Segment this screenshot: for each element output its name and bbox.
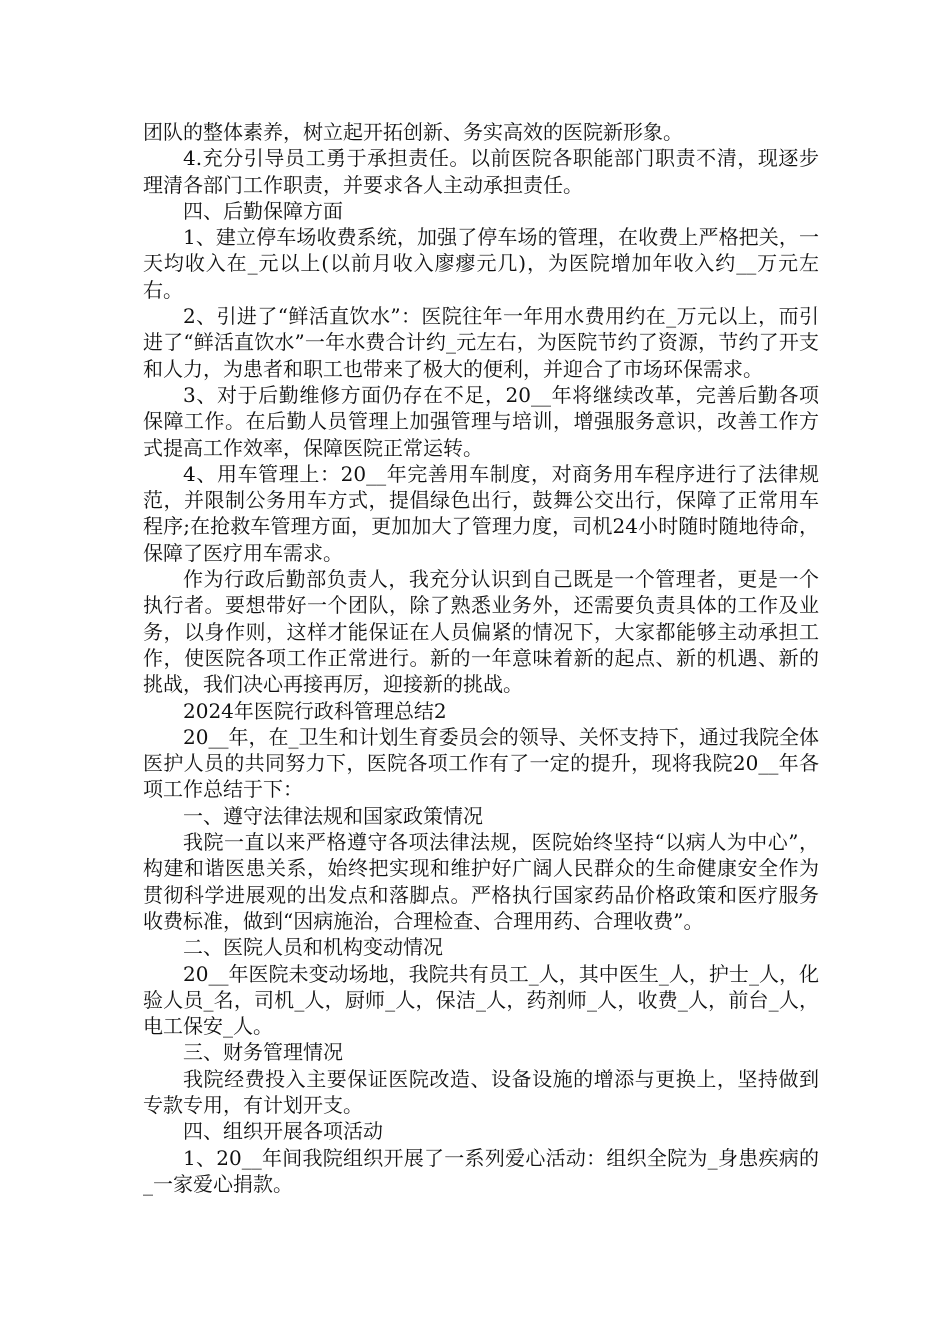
paragraph-intro: 20__年，在_卫生和计划生育委员会的领导、关怀支持下，通过我院全体医护人员的共同努力下，医院各项工作有了一定的提升，现将我院20__年各项工作总结于下： [143, 724, 819, 802]
paragraph-laws: 我院一直以来严格遵守各项法律法规，医院始终坚持“以病人为中心”，构建和谐医患关系，始终把实现和维护好广阔人民群众的生命健康安全作为贯彻科学进展观的出发点和落脚点。严格执行国家药品价格政策和医疗服务收费标准，做到“因病施治，合理检查、合理用药、合理收费”。 [143, 830, 819, 933]
paragraph-finance: 我院经费投入主要保证医院改造、设备设施的增添与更换上，坚持做到专款专用，有计划开支。 [143, 1066, 819, 1117]
document-body [143, 119, 819, 1197]
section-heading-activities: 四、组织开展各项活动 [183, 1119, 383, 1144]
paragraph-drinking-water: 2、引进了“鲜活直饮水”：医院往年一年用水费用约在_万元以上，而引进了“鲜活直饮水”一年水费合计约_元左右，为医院节约了资源，节约了开支和人力，为患者和职工也带来了极大的便利，并迎合了市场环保需求。 [143, 304, 819, 381]
paragraph-item-4-responsibility: 4.充分引导员工勇于承担责任。以前医院各职能部门职责不清，现逐步理清各部门工作职责，并要求各人主动承担责任。 [143, 146, 819, 197]
paragraph-vehicle-management: 4、用车管理上：20__年完善用车制度，对商务用车程序进行了法律规范，并限制公务用车方式，提倡绿色出行，鼓舞公交出行，保障了正常用车程序;在抢救车管理方面，更加加大了管理力度，司机24小时随时随地待命，保障了医疗用车需求。 [143, 461, 819, 565]
section-heading-personnel: 二、医院人员和机构变动情况 [183, 935, 443, 960]
paragraph-maintenance: 3、对于后勤维修方面仍存在不足，20__年将继续改革，完善后勤各项保障工作。在后勤人员管理上加强管理与培训，增强服务意识，改善工作方式提高工作效率，保障医院正常运转。 [143, 382, 819, 460]
paragraph-personnel: 20__年医院未变动场地，我院共有员工_人，其中医生_人，护士_人，化验人员_名，司机_人，厨师_人，保洁_人，药剂师_人，收费_人，前台_人，电工保安_人。 [143, 961, 819, 1039]
paragraph-activities: 1、20__年间我院组织开展了一系列爱心活动：组织全院为_身患疾病的_一家爱心捐款。 [143, 1145, 819, 1196]
section-heading-finance: 三、财务管理情况 [183, 1040, 343, 1065]
paragraph-conclusion: 作为行政后勤部负责人，我充分认识到自己既是一个管理者，更是一个执行者。要想带好一个团队，除了熟悉业务外，还需要负责具体的工作及业务，以身作则，这样才能保证在人员偏紧的情况下，大家都能够主动承担工作，使医院各项工作正常进行。新的一年意味着新的起点、新的机遇、新的挑战，我们决心再接再厉，迎接新的挑战。 [143, 567, 819, 697]
paragraph-continuation: 团队的整体素养，树立起开拓创新、务实高效的医院新形象。 [143, 120, 683, 144]
paragraph-parking-fees: 1、建立停车场收费系统，加强了停车场的管理，在收费上严格把关，一天均收入在_元以上(以前月收入廖瘳元几)，为医院增加年收入约__万元左右。 [143, 225, 819, 302]
document-subtitle: 2024年医院行政科管理总结2 [183, 698, 447, 723]
section-heading-logistics: 四、后勤保障方面 [183, 198, 343, 223]
section-heading-laws: 一、遵守法律法规和国家政策情况 [183, 803, 483, 828]
